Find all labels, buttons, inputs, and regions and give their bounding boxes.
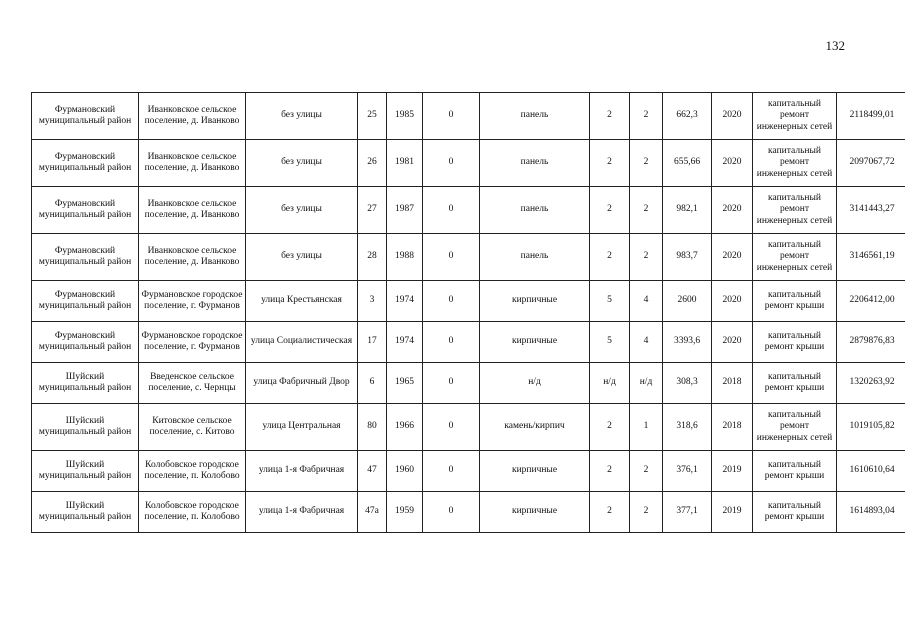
table-row (32, 93, 905, 140)
cell-repair-year: 2020 (712, 93, 753, 140)
cell-house-number: 27 (358, 187, 387, 234)
cell-repair-type: капитальный ремонт крыши (753, 322, 837, 363)
cell-municipality: Фурмановский муниципальный район (32, 140, 139, 187)
cell-street: улица Крестьянская (246, 281, 358, 322)
cell-area: 983,7 (663, 234, 712, 281)
cell-area: 308,3 (663, 363, 712, 404)
cell-zero: 0 (423, 322, 480, 363)
cell-house-number: 25 (358, 93, 387, 140)
cell-house-number: 3 (358, 281, 387, 322)
cell-municipality: Фурмановский муниципальный район (32, 234, 139, 281)
cell-area: 662,3 (663, 93, 712, 140)
cell-cost: 2206412,00 (837, 281, 905, 322)
cell-settlement: Китовское сельское поселение, с. Китово (139, 404, 246, 451)
table-row (32, 322, 905, 363)
cell-entrances: 2 (630, 492, 663, 533)
cell-repair-type: капитальный ремонт крыши (753, 281, 837, 322)
cell-street: без улицы (246, 140, 358, 187)
cell-house-number: 26 (358, 140, 387, 187)
cell-municipality: Шуйский муниципальный район (32, 492, 139, 533)
cell-entrances: 2 (630, 451, 663, 492)
cell-settlement: Колобовское городское поселение, п. Колобово (139, 451, 246, 492)
cell-settlement: Фурмановское городское поселение, г. Фурманов (139, 322, 246, 363)
cell-municipality: Шуйский муниципальный район (32, 451, 139, 492)
cell-zero: 0 (423, 187, 480, 234)
cell-house-number: 6 (358, 363, 387, 404)
cell-floors: 2 (590, 187, 630, 234)
cell-area: 2600 (663, 281, 712, 322)
cell-repair-year: 2020 (712, 281, 753, 322)
cell-zero: 0 (423, 404, 480, 451)
cell-repair-type: капитальный ремонт крыши (753, 363, 837, 404)
cell-cost: 1610610,64 (837, 451, 905, 492)
cell-wall-material: кирпичные (480, 492, 590, 533)
cell-floors: н/д (590, 363, 630, 404)
cell-area: 376,1 (663, 451, 712, 492)
cell-area: 377,1 (663, 492, 712, 533)
cell-settlement: Иванковское сельское поселение, д. Иванково (139, 140, 246, 187)
cell-repair-year: 2018 (712, 404, 753, 451)
cell-area: 655,66 (663, 140, 712, 187)
cell-municipality: Фурмановский муниципальный район (32, 281, 139, 322)
cell-street: улица Фабричный Двор (246, 363, 358, 404)
cell-wall-material: панель (480, 234, 590, 281)
cell-entrances: 2 (630, 140, 663, 187)
cell-wall-material: н/д (480, 363, 590, 404)
cell-repair-type: капитальный ремонт крыши (753, 492, 837, 533)
cell-settlement: Фурмановское городское поселение, г. Фурманов (139, 281, 246, 322)
cell-municipality: Шуйский муниципальный район (32, 404, 139, 451)
cell-street: улица Центральная (246, 404, 358, 451)
cell-entrances: 4 (630, 281, 663, 322)
cell-street: улица 1-я Фабричная (246, 451, 358, 492)
cell-repair-year: 2020 (712, 187, 753, 234)
cell-year-built: 1960 (387, 451, 423, 492)
cell-floors: 2 (590, 93, 630, 140)
cell-repair-type: капитальный ремонт инженерных сетей (753, 93, 837, 140)
cell-zero: 0 (423, 363, 480, 404)
cell-settlement: Иванковское сельское поселение, д. Иванково (139, 187, 246, 234)
table-row (32, 404, 905, 451)
cell-entrances: 2 (630, 93, 663, 140)
cell-house-number: 80 (358, 404, 387, 451)
cell-entrances: 2 (630, 234, 663, 281)
page-number: 132 (825, 38, 845, 53)
cell-zero: 0 (423, 93, 480, 140)
cell-year-built: 1959 (387, 492, 423, 533)
cell-house-number: 17 (358, 322, 387, 363)
cell-municipality: Фурмановский муниципальный район (32, 93, 139, 140)
cell-zero: 0 (423, 234, 480, 281)
cell-repair-type: капитальный ремонт инженерных сетей (753, 187, 837, 234)
cell-year-built: 1974 (387, 322, 423, 363)
table-row (32, 281, 905, 322)
table-row (32, 363, 905, 404)
table-row (32, 451, 905, 492)
cell-house-number: 47а (358, 492, 387, 533)
cell-street: улица Социалистическая (246, 322, 358, 363)
cell-repair-year: 2020 (712, 234, 753, 281)
cell-wall-material: панель (480, 187, 590, 234)
cell-settlement: Введенское сельское поселение, с. Чернцы (139, 363, 246, 404)
cell-repair-year: 2020 (712, 140, 753, 187)
cell-cost: 1614893,04 (837, 492, 905, 533)
table-row (32, 492, 905, 533)
cell-settlement: Иванковское сельское поселение, д. Иванково (139, 234, 246, 281)
cell-zero: 0 (423, 451, 480, 492)
cell-year-built: 1965 (387, 363, 423, 404)
cell-repair-year: 2019 (712, 492, 753, 533)
cell-street: улица 1-я Фабричная (246, 492, 358, 533)
cell-year-built: 1981 (387, 140, 423, 187)
cell-settlement: Иванковское сельское поселение, д. Иванково (139, 93, 246, 140)
cell-repair-year: 2019 (712, 451, 753, 492)
cell-street: без улицы (246, 187, 358, 234)
cell-municipality: Фурмановский муниципальный район (32, 187, 139, 234)
cell-repair-year: 2018 (712, 363, 753, 404)
cell-house-number: 47 (358, 451, 387, 492)
cell-wall-material: кирпичные (480, 451, 590, 492)
cell-street: без улицы (246, 234, 358, 281)
table-body (32, 93, 905, 533)
cell-floors: 2 (590, 140, 630, 187)
cell-cost: 3141443,27 (837, 187, 905, 234)
cell-repair-type: капитальный ремонт инженерных сетей (753, 234, 837, 281)
table-row (32, 187, 905, 234)
housing-repair-table (31, 92, 905, 533)
cell-cost: 1019105,82 (837, 404, 905, 451)
cell-repair-type: капитальный ремонт инженерных сетей (753, 404, 837, 451)
cell-area: 318,6 (663, 404, 712, 451)
cell-floors: 2 (590, 404, 630, 451)
cell-zero: 0 (423, 140, 480, 187)
cell-repair-type: капитальный ремонт крыши (753, 451, 837, 492)
cell-cost: 2097067,72 (837, 140, 905, 187)
cell-street: без улицы (246, 93, 358, 140)
cell-repair-year: 2020 (712, 322, 753, 363)
cell-repair-type: капитальный ремонт инженерных сетей (753, 140, 837, 187)
cell-year-built: 1974 (387, 281, 423, 322)
cell-wall-material: кирпичные (480, 322, 590, 363)
cell-municipality: Шуйский муниципальный район (32, 363, 139, 404)
cell-year-built: 1966 (387, 404, 423, 451)
table-row (32, 234, 905, 281)
cell-floors: 2 (590, 234, 630, 281)
cell-entrances: 2 (630, 187, 663, 234)
cell-wall-material: кирпичные (480, 281, 590, 322)
cell-year-built: 1988 (387, 234, 423, 281)
cell-wall-material: панель (480, 93, 590, 140)
cell-cost: 3146561,19 (837, 234, 905, 281)
cell-year-built: 1985 (387, 93, 423, 140)
cell-wall-material: панель (480, 140, 590, 187)
cell-area: 982,1 (663, 187, 712, 234)
cell-floors: 2 (590, 451, 630, 492)
cell-cost: 2879876,83 (837, 322, 905, 363)
cell-floors: 5 (590, 281, 630, 322)
cell-entrances: н/д (630, 363, 663, 404)
cell-floors: 2 (590, 492, 630, 533)
cell-wall-material: камень/кирпич (480, 404, 590, 451)
cell-municipality: Фурмановский муниципальный район (32, 322, 139, 363)
cell-entrances: 1 (630, 404, 663, 451)
cell-zero: 0 (423, 281, 480, 322)
cell-floors: 5 (590, 322, 630, 363)
cell-settlement: Колобовское городское поселение, п. Колобово (139, 492, 246, 533)
cell-cost: 2118499,01 (837, 93, 905, 140)
cell-cost: 1320263,92 (837, 363, 905, 404)
cell-area: 3393,6 (663, 322, 712, 363)
cell-zero: 0 (423, 492, 480, 533)
cell-house-number: 28 (358, 234, 387, 281)
cell-year-built: 1987 (387, 187, 423, 234)
table-row (32, 140, 905, 187)
cell-entrances: 4 (630, 322, 663, 363)
